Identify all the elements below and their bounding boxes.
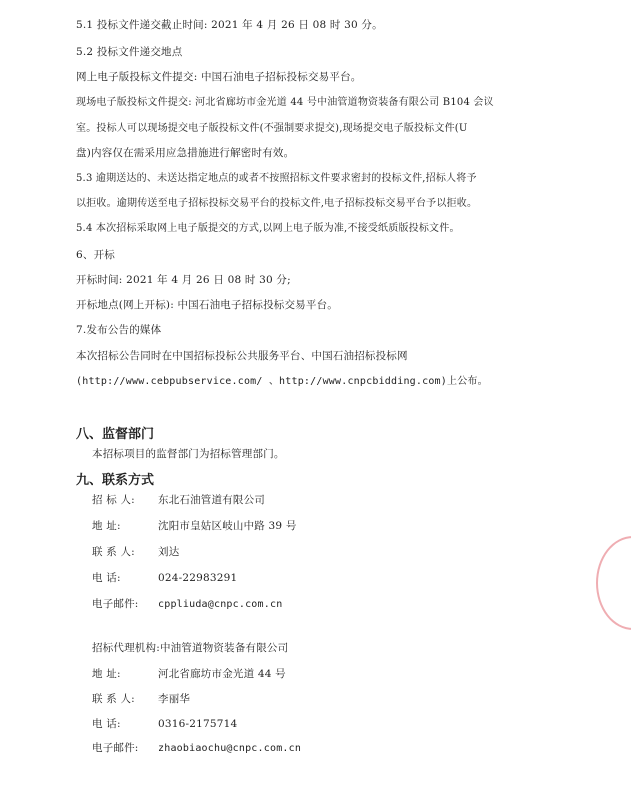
tenderer-email: cppliuda@cnpc.com.cn (158, 599, 283, 610)
tenderer-email-row (92, 597, 282, 612)
agent-contact: 李丽华 (158, 693, 191, 705)
opening-time: 开标时间: 2021 年 4 月 26 日 08 时 30 分; (76, 274, 291, 286)
media-title: 7.发布公告的媒体 (76, 324, 162, 336)
agent-org: 中油管道物资装备有限公司 (159, 642, 289, 654)
tenderer-address-row (92, 519, 297, 533)
onsite-submission-2: 室。投标人可以现场提交电子版投标文件(不强制要求提交),现场提交电子版投标文件(U (76, 123, 468, 134)
place-title: 5.2 投标文件递交地点 (76, 46, 183, 58)
agent-contact-row (92, 692, 190, 706)
tenderer-email-label: 电子邮件: (92, 598, 139, 610)
tenderer-phone-label: 电 话: (92, 572, 121, 584)
agent-org-row (92, 641, 288, 655)
agent-phone-label: 电 话: (92, 718, 121, 730)
tenderer-phone-row (92, 571, 237, 585)
media-line-1: 本次招标公告同时在中国招标投标公共服务平台、中国石油招标投标网 (76, 350, 408, 362)
tenderer-name-label: 招 标 人: (92, 494, 135, 506)
onsite-submission-1: 现场电子版投标文件提交: 河北省廊坊市金光道 44 号中油管道物资装备有限公司 B104 会议 (76, 97, 494, 108)
agent-org-label: 招标代理机构: (92, 642, 160, 654)
red-seal-stamp (596, 536, 631, 630)
supervision-heading: 八、监督部门 (76, 427, 155, 442)
agent-email: zhaobiaochu@cnpc.com.cn (158, 743, 302, 754)
agent-address-label: 地 址: (92, 668, 121, 680)
tenderer-phone: 024-22983291 (158, 572, 238, 584)
tenderer-address: 沈阳市皇姑区岐山中路 39 号 (158, 520, 297, 532)
agent-email-row (92, 741, 301, 756)
agent-email-label: 电子邮件: (92, 742, 139, 754)
agent-address: 河北省廊坊市金光道 44 号 (158, 668, 286, 680)
tenderer-name-row (92, 493, 265, 507)
late-rule-1: 5.3 逾期送达的、未送达指定地点的或者不按照招标文件要求密封的投标文件,招标人将予 (76, 173, 477, 184)
online-submission: 网上电子版投标文件提交: 中国石油电子招标投标交易平台。 (76, 71, 362, 83)
media-line-2: (http://www.cebpubservice.com/ 、http://www.cnpcbidding.com)上公布。 (76, 376, 488, 387)
tenderer-name: 东北石油管道有限公司 (158, 494, 265, 506)
onsite-submission-3: 盘)内容仅在需采用应急措施进行解密时有效。 (76, 147, 295, 159)
deadline-line: 5.1 投标文件递交截止时间: 2021 年 4 月 26 日 08 时 30 分。 (76, 19, 383, 31)
opening-place: 开标地点(网上开标): 中国石油电子招标投标交易平台。 (76, 299, 338, 311)
agent-phone: 0316-2175714 (158, 718, 238, 730)
opening-title: 6、开标 (76, 249, 115, 261)
submission-mode: 5.4 本次招标采取网上电子版提交的方式,以网上电子版为准,不接受纸质版投标文件。 (76, 223, 460, 234)
tenderer-contact-row (92, 545, 179, 559)
agent-contact-label: 联 系 人: (92, 693, 135, 705)
tenderer-contact-label: 联 系 人: (92, 546, 135, 558)
late-rule-2: 以拒收。逾期传送至电子招标投标交易平台的投标文件,电子招标投标交易平台予以拒收。 (76, 198, 478, 209)
tenderer-address-label: 地 址: (92, 520, 121, 532)
tenderer-contact: 刘达 (158, 546, 180, 558)
contact-heading: 九、联系方式 (76, 473, 155, 488)
agent-address-row (92, 667, 286, 681)
supervision-text: 本招标项目的监督部门为招标管理部门。 (92, 448, 285, 460)
agent-phone-row (92, 717, 237, 731)
